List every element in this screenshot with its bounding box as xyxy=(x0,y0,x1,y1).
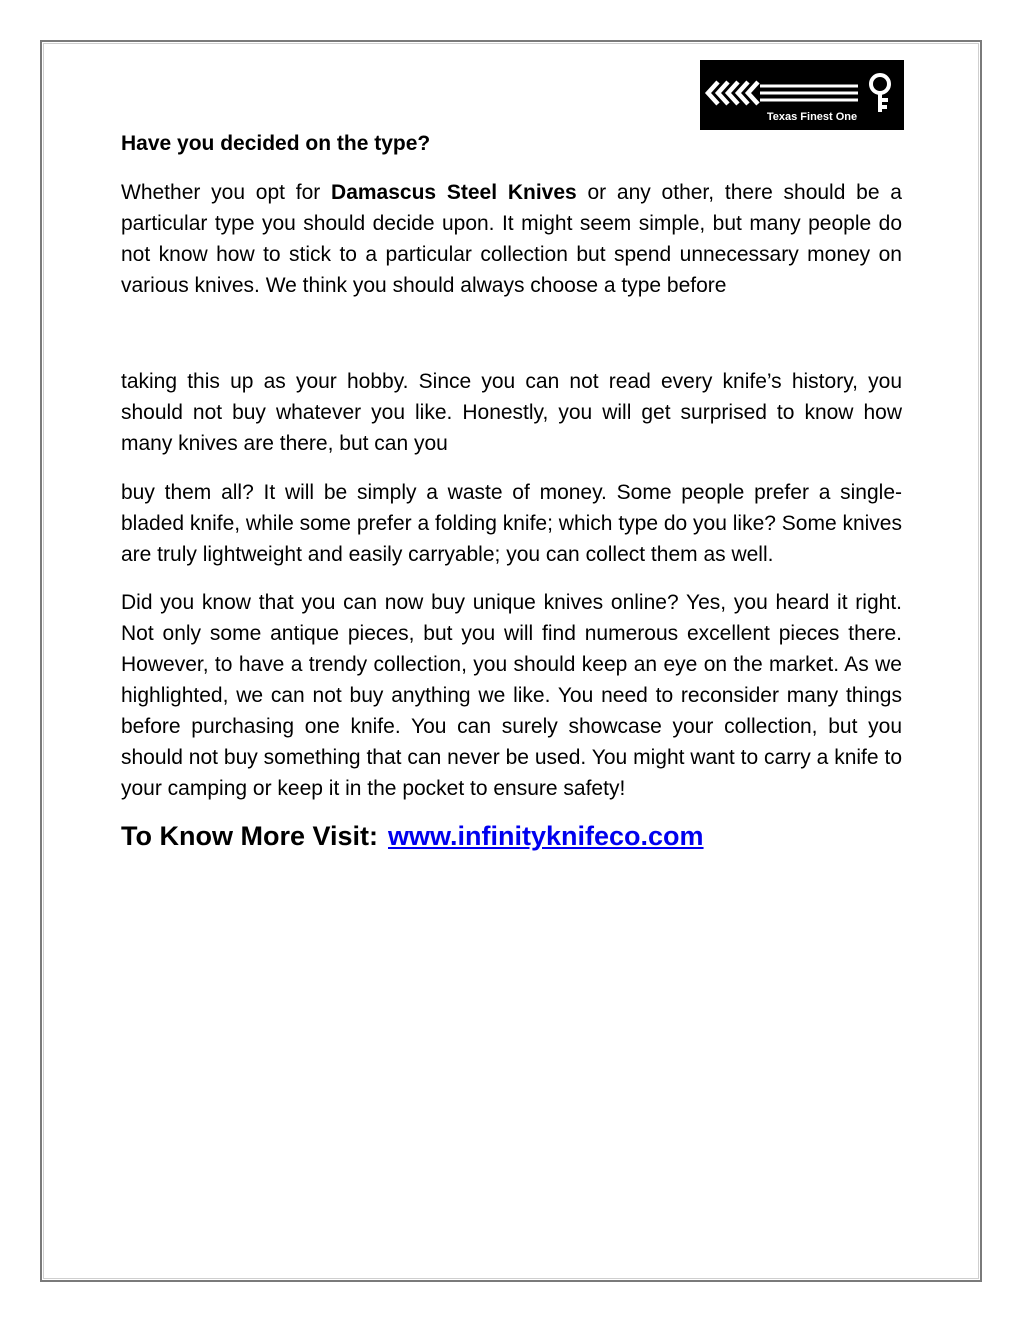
texas-finest-one-logo xyxy=(700,60,904,130)
section-heading: Have you decided on the type? xyxy=(121,132,431,155)
logo-graphic-icon xyxy=(700,60,904,130)
visit-label: To Know More Visit: xyxy=(121,821,379,851)
document-body xyxy=(121,128,902,854)
visit-line xyxy=(121,818,902,854)
logo-text: Texas Finest One xyxy=(766,111,858,123)
paragraph-4: Did you know that you can now buy unique knives online? Yes, you heard it right. Not only some antique pieces, but you will find numerous excellent pieces there. However, to have a trendy collection, you should keep an eye on the market. As we highlighted, we can not buy anything we like. You need to reconsider many things before purchasing one knife. You can surely showcase your collection, but you should not buy something that can never be used. You might want to carry a knife to your camping or keep it in the pocket to ensure safety! xyxy=(121,591,902,800)
bold-keyword: Damascus Steel Knives xyxy=(331,181,577,204)
paragraph-1-start: Whether you opt for xyxy=(121,181,332,204)
paragraph-2: taking this up as your hobby. Since you can not read every knife’s history, you should not buy whatever you like. Honestly, you will get surprised to know how many knives are there, but can you xyxy=(121,370,902,455)
paragraph-1-rest: or any other, there should be a particular type you should decide upon. It might seem simple, but many people do not know how to stick to a particular collection but spend unnecessary money on various knives. We think you should always choose a type before xyxy=(121,181,902,297)
paragraph-1 xyxy=(121,177,902,301)
website-link[interactable]: www.infinityknifeco.com xyxy=(388,821,704,851)
paragraph-3: buy them all? It will be simply a waste of money. Some people prefer a single-bladed knife, while some prefer a folding knife; which type do you like? Some knives are truly lightweight and easily carryable; you can collect them as well. xyxy=(121,481,902,566)
